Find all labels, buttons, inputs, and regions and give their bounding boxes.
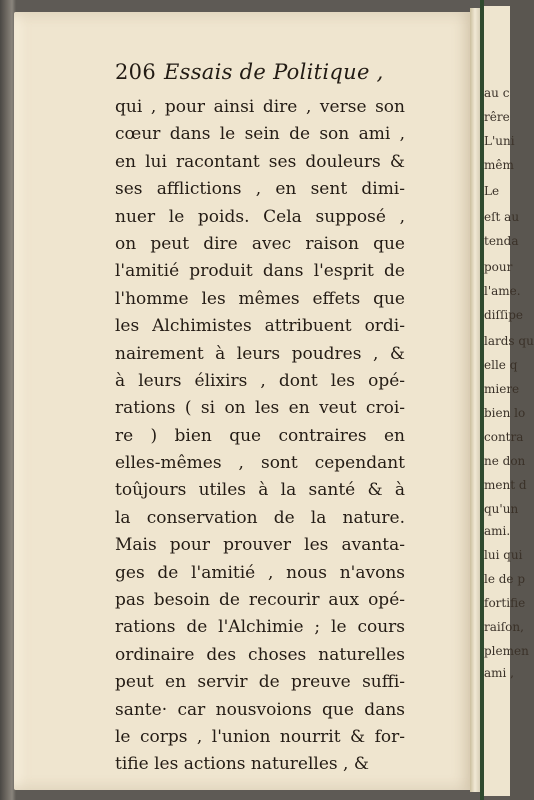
text-line: re ) bien que contraires en bbox=[115, 425, 405, 446]
text-line: pas besoin de recourir aux opé- bbox=[115, 590, 405, 611]
facing-text-fragment: ne don bbox=[484, 454, 526, 468]
text-line: sante· car nousvoions que dans bbox=[115, 699, 405, 720]
text-line: cœur dans le sein de son ami , bbox=[115, 124, 405, 145]
facing-text-fragment: eſt au bbox=[484, 210, 520, 224]
text-line: les Alchimistes attribuent ordi- bbox=[115, 316, 405, 337]
text-line: la conservation de la nature. bbox=[115, 507, 405, 528]
body-text bbox=[115, 94, 405, 779]
facing-text-fragment: l'ame. bbox=[484, 284, 521, 298]
page-number: 206 bbox=[115, 60, 156, 84]
text-line: rations ( si on les en veut croi- bbox=[115, 398, 405, 419]
facing-text-fragment: plemen bbox=[484, 644, 529, 658]
text-line: à leurs élixirs , dont les opé- bbox=[115, 370, 405, 391]
facing-text-fragment: elle q bbox=[484, 358, 518, 372]
text-line: toûjours utiles à la santé & à bbox=[115, 480, 405, 501]
text-line: le corps , l'union nourrit & for- bbox=[115, 726, 405, 747]
text-line: l'amitié produit dans l'esprit de bbox=[115, 261, 405, 282]
facing-text-fragment: qu'un bbox=[484, 502, 519, 516]
text-line: en lui racontant ses douleurs & bbox=[115, 151, 405, 172]
facing-text-fragment: le de p bbox=[484, 572, 526, 586]
text-line: nuer le poids. Cela supposé , bbox=[115, 206, 405, 227]
facing-text-fragment: L'uni bbox=[484, 134, 515, 148]
text-line: ges de l'amitié , nous n'avons bbox=[115, 562, 405, 583]
text-line: tifie les actions naturelles , & bbox=[115, 754, 369, 775]
facing-text-fragment: tenda bbox=[484, 234, 519, 248]
text-line: rations de l'Alchimie ; le cours bbox=[115, 617, 405, 638]
text-line: peut en servir de preuve suffi- bbox=[115, 672, 405, 693]
facing-text-fragment: raiſon, bbox=[484, 620, 524, 634]
facing-text-fragment: ment d bbox=[484, 478, 527, 492]
facing-text-fragment: lards qu bbox=[484, 334, 534, 348]
facing-text-fragment: ami. bbox=[484, 524, 511, 538]
facing-page-fragment bbox=[484, 6, 534, 796]
text-line: on peut dire avec raison que bbox=[115, 233, 405, 254]
facing-text-fragment: ami , bbox=[484, 666, 514, 680]
facing-text-fragment: pour bbox=[484, 260, 513, 274]
running-header bbox=[115, 60, 384, 92]
facing-text-fragment: Le bbox=[484, 184, 500, 198]
text-line: nairement à leurs poudres , & bbox=[115, 343, 405, 364]
text-line: elles-mêmes , sont cependant bbox=[115, 453, 405, 474]
text-line: l'homme les mêmes effets que bbox=[115, 288, 405, 309]
text-line: Mais pour prouver les avanta- bbox=[115, 535, 405, 556]
text-line: ordinaire des choses naturelles bbox=[115, 644, 405, 665]
facing-text-fragment: bien lo bbox=[484, 406, 526, 420]
facing-text-fragment: miere bbox=[484, 382, 520, 396]
facing-text-fragment: lui qui bbox=[484, 548, 523, 562]
text-line: qui , pour ainsi dire , verse son bbox=[115, 97, 405, 117]
facing-text-fragment: rêre bbox=[484, 110, 510, 124]
facing-text-fragment: diſſipe bbox=[484, 308, 524, 322]
facing-text-fragment: mêm bbox=[484, 158, 514, 172]
text-line: ses afflictions , en sent dimi- bbox=[115, 179, 405, 200]
running-title: Essais de Politique , bbox=[163, 60, 384, 84]
facing-text-fragment: au c bbox=[484, 86, 510, 100]
facing-text-fragment: contra bbox=[484, 430, 524, 444]
facing-text-fragment: fortifie bbox=[484, 596, 526, 610]
